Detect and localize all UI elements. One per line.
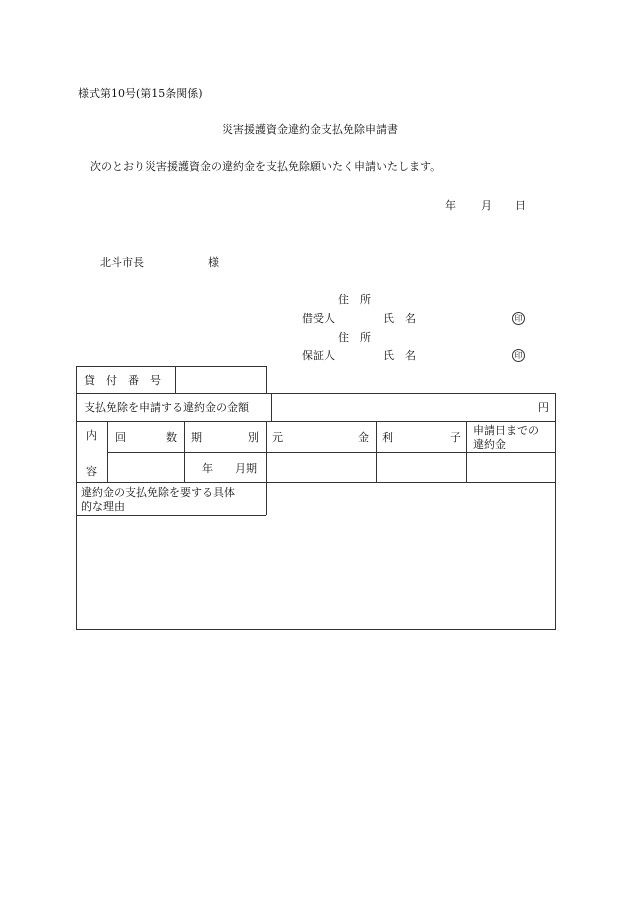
date-month: 月 (481, 199, 492, 212)
col-period-a: 期 (191, 431, 202, 444)
loan-number-label: 貸 付 番 号 (84, 374, 161, 387)
form-number: 様式第10号(第15条関係) (78, 87, 203, 100)
reason-label-line2: 的な理由 (81, 500, 125, 513)
guarantor-address-label: 住 所 (338, 331, 371, 344)
col-period-b: 別 (248, 431, 259, 444)
col-interest-b: 子 (450, 431, 461, 444)
intro-text: 次のとおり災害援護資金の違約金を支払免除願いたく申請いたします。 (90, 160, 442, 173)
guarantor-seal-mark: 印 (512, 349, 525, 362)
amount-unit: 円 (538, 401, 549, 414)
reason-area[interactable] (77, 516, 555, 629)
document-title: 災害援護資金違約金支払免除申請書 (222, 123, 398, 136)
date-year: 年 (445, 199, 456, 212)
col-principal-a: 元 (272, 431, 283, 444)
amount-label: 支払免除を申請する違約金の金額 (84, 401, 249, 414)
borrower-seal-mark: 印 (512, 312, 525, 325)
addressee-name: 北斗市長 (100, 256, 144, 269)
col-penalty-line2: 違約金 (473, 438, 506, 451)
borrower-address-label: 住 所 (338, 293, 371, 306)
col-penalty-line1: 申請日までの (473, 424, 539, 437)
date-day: 日 (515, 199, 526, 212)
col-installment-b: 数 (166, 431, 177, 444)
guarantor-role: 保証人 (302, 349, 335, 362)
borrower-role: 借受人 (302, 312, 335, 325)
detail-label-bottom: 容 (86, 465, 97, 478)
col-principal-b: 金 (358, 431, 369, 444)
borrower-name-label: 氏 名 (383, 312, 416, 325)
guarantor-name-label: 氏 名 (383, 349, 416, 362)
addressee-honorific: 様 (208, 256, 219, 269)
reason-label-line1: 違約金の支払免除を要する具体 (81, 486, 235, 499)
col-interest-a: 利 (382, 431, 393, 444)
period-value: 年 月期 (202, 462, 257, 475)
col-installment-a: 回 (115, 431, 126, 444)
detail-label-top: 内 (86, 429, 97, 442)
